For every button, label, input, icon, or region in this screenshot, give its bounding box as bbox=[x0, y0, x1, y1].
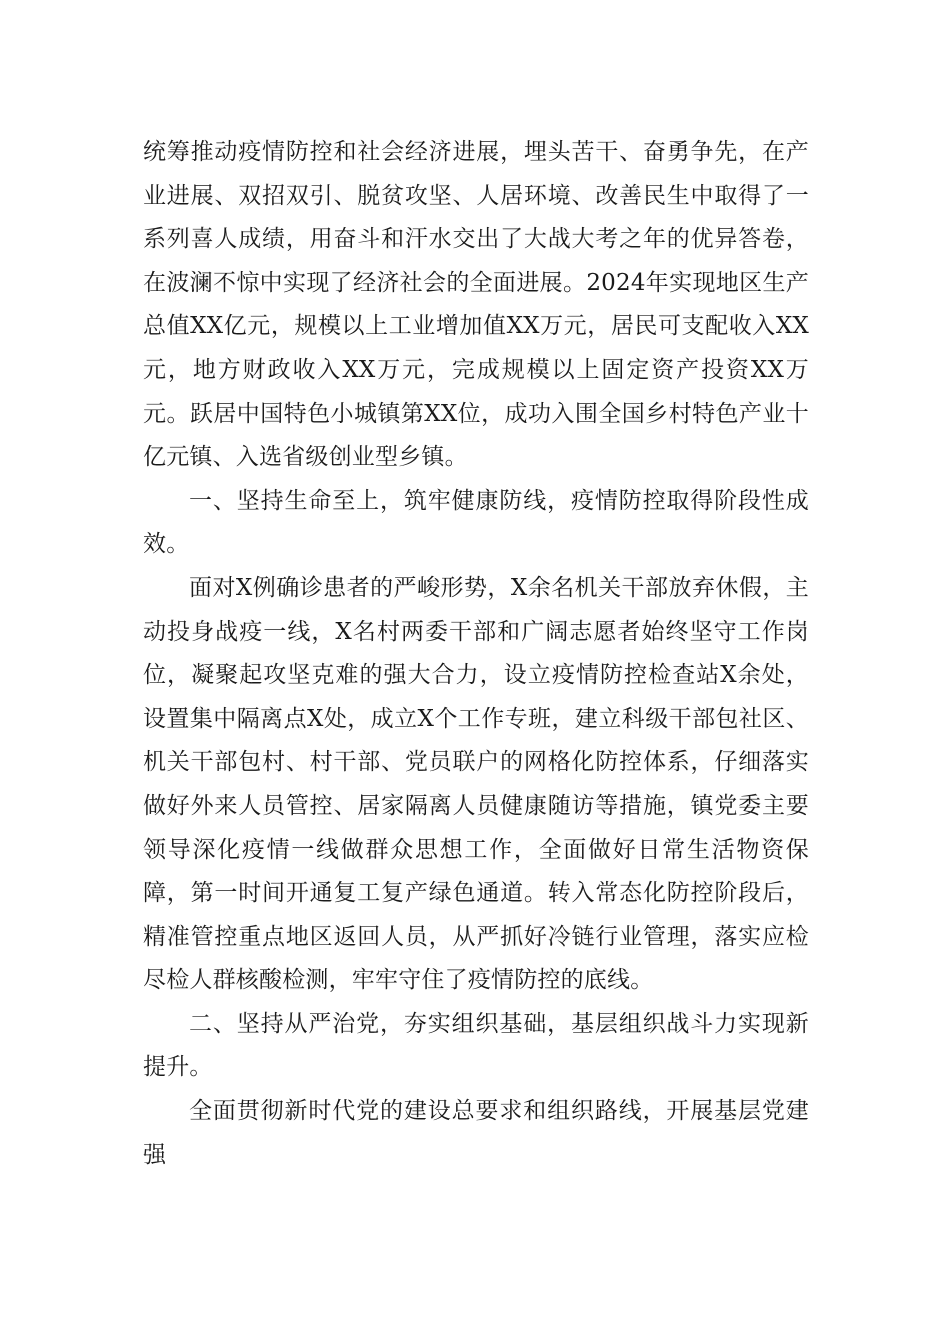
document-body bbox=[143, 131, 809, 1177]
heading-section-2: 二、坚持从严治党，夯实组织基础，基层组织战斗力实现新提升。 bbox=[143, 1010, 809, 1081]
heading-section-1: 一、坚持生命至上，筑牢健康防线，疫情防控取得阶段性成效。 bbox=[143, 487, 809, 558]
paragraph-intro: 统筹推动疫情防控和社会经济进展，埋头苦干、奋勇争先，在产业进展、双招双引、脱贫攻坚、人居环境、改善民生中取得了一系列喜人成绩，用奋斗和汗水交出了大战大考之年的优异答卷，在波澜不惊中实现了经济社会的全面进展。2024年实现地区生产总值XX亿元，规模以上工业增加值XX万元，居民可支配收入XX元，地方财政收入XX万元，完成规模以上固定资产投资XX万元。跃居中国特色小城镇第XX位，成功入围全国乡村特色产业十亿元镇、入选省级创业型乡镇。 bbox=[143, 139, 809, 471]
paragraph-section-2: 全面贯彻新时代党的建设总要求和组织路线，开展基层党建强 bbox=[143, 1098, 809, 1168]
paragraph-section-1: 面对X例确诊患者的严峻形势，X余名机关干部放弃休假，主动投身战疫一线，X名村两委干部和广阔志愿者始终坚守工作岗位，凝聚起攻坚克难的强大合力，设立疫情防控检查站X余处，设置集中隔离点X处，成立X个工作专班，建立科级干部包社区、机关干部包村、村干部、党员联户的网格化防控体系，仔细落实做好外来人员管控、居家隔离人员健康随访等措施，镇党委主要领导深化疫情一线做群众思想工作，全面做好日常生活物资保障，第一时间开通复工复产绿色通道。转入常态化防控阶段后，精准管控重点地区返回人员，从严抓好冷链行业管理，落实应检尽检人群核酸检测，牢牢守住了疫情防控的底线。 bbox=[143, 574, 809, 994]
